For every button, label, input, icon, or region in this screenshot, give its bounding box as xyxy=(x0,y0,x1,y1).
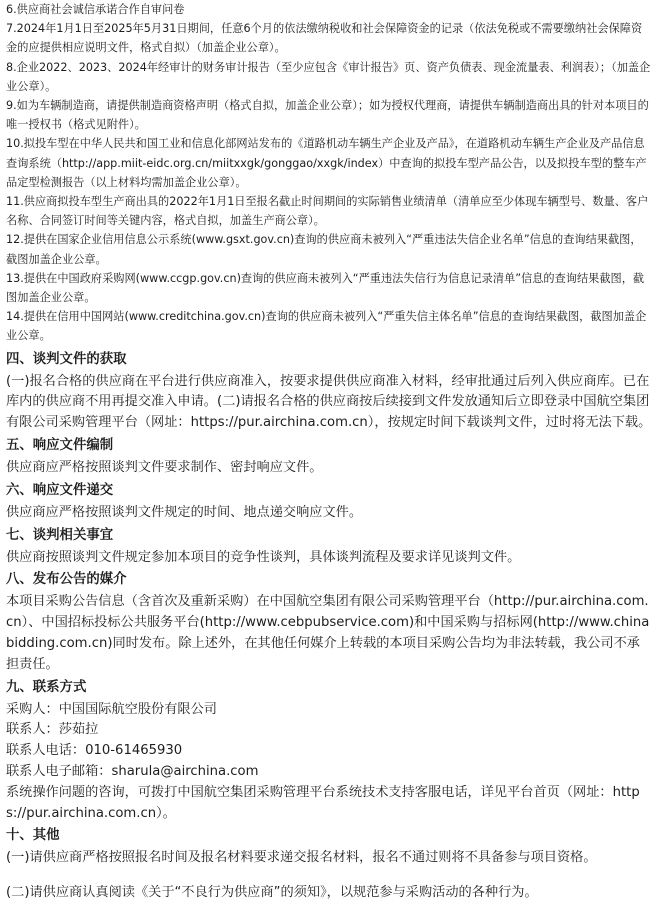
qualification-item: 8.企业2022、2023、2024年经审计的财务审计报告（至少应包含《审计报告》页、资产负债表、现金流量表、利润表）；（加盖企业公章）。 xyxy=(6,60,651,93)
section-7-body: 供应商按照谈判文件规定参加本项目的竞争性谈判，具体谈判流程及要求详见谈判文件。 xyxy=(6,549,521,565)
section-8-heading: 八、发布公告的媒介 xyxy=(6,572,127,588)
qualification-item: 6.供应商社会诚信承诺合作自审问卷 xyxy=(6,3,185,16)
section-10-heading: 十、其他 xyxy=(6,828,60,844)
section-5-body: 供应商应严格按照谈判文件要求制作、密封响应文件。 xyxy=(6,460,323,476)
section-6-heading: 六、响应文件递交 xyxy=(6,482,114,498)
section-6-body: 供应商应严格按照谈判文件规定的时间、地点递交响应文件。 xyxy=(6,504,363,520)
section-4-body: (一)报名合格的供应商在平台进行供应商准入，按要求提供供应商准入材料，经审批通过后列入供应商库。已在库内的供应商不用再提交准入申请。(二)请报名合格的供应商按后续接到文件发放通知后立即登录中国航空集团有限公司采购管理平台（网址：https://pur.airchina.com.cn），按规定时间下载谈判文件，过时将无法下载。 xyxy=(6,373,652,431)
tech-support-line: 系统操作问题的咨询，可拨打中国航空集团采购管理平台系统技术支持客服电话，详见平台首页（网址：https://pur.airchina.com.cn）。 xyxy=(6,784,640,821)
qualification-item: 13.提供在中国政府采购网(www.ccgp.gov.cn)查询的供应商未被列入“严重违法失信行为信息记录清单”信息的查询结果截图，截图加盖企业公章。 xyxy=(6,271,645,305)
contact-email-line: 联系人电子邮箱：sharula@airchina.com xyxy=(6,764,259,780)
qualification-item: 10.拟投车型在中华人民共和国工业和信息化部网站发布的《道路机动车辆生产企业及产品》，在道路机动车辆生产企业及产品信息查询系统（http://app.miit-eidc.org.cn/miitxxgk/gonggao/xxgk/index）中查询的拟投车型产品公告，以及拟投车型的整车产品定型检测报告（以上材料均需加盖企业公章）。 xyxy=(6,137,647,189)
qualification-item: 7.2024年1月1日至2025年5月31日期间，任意6个月的依法缴纳税收和社会保障资金的记录（依法免税或不需要缴纳社会保障资金的应提供相应说明文件，格式自拟）（加盖企业公章）。 xyxy=(6,22,643,55)
contact-phone-line: 联系人电话：010-61465930 xyxy=(6,743,183,759)
other-item-2: (二)请供应商认真阅读《关于“不良行为供应商”的须知》，以规范参与采购活动的各种行为。 xyxy=(6,885,538,901)
qualification-item: 9.如为车辆制造商，请提供制造商资格声明（格式自拟，加盖企业公章）；如为授权代理商，请提供车辆制造商出具的针对本项目的唯一授权书（格式见附件）。 xyxy=(6,99,649,132)
qualification-list xyxy=(6,0,652,346)
section-8-body: 本项目采购公告信息（含首次及重新采购）在中国航空集团有限公司采购管理平台（http://pur.airchina.com.cn）、中国招标投标公共服务平台(http://www.cebpubservice.com)和中国采购与招标网(http://www.chinabidding.com.cn)同时发布。除上述外，在其他任何媒介上转载的本项目采购公告均为非法转载，我公司不承担责任。 xyxy=(6,594,650,672)
section-4-heading: 四、谈判文件的获取 xyxy=(6,351,127,367)
contact-person-line: 联系人：莎茹拉 xyxy=(6,722,99,738)
purchaser-line: 采购人：中国国际航空股份有限公司 xyxy=(6,701,217,717)
section-9-heading: 九、联系方式 xyxy=(6,679,87,695)
qualification-item: 12.提供在国家企业信用信息公示系统(www.gsxt.gov.cn)查询的供应商未被列入“严重违法失信企业名单”信息的查询结果截图，截图加盖企业公章。 xyxy=(6,233,642,266)
section-5-heading: 五、响应文件编制 xyxy=(6,438,114,454)
qualification-item: 11.供应商拟投车型生产商出具的2022年1月1日至报名截止时间期间的实际销售业绩清单（清单应至少体现车辆型号、数量、客户名称、合同签订时间等关键内容，格式自拟，加盖生产商公章）。 xyxy=(6,195,649,228)
section-7-heading: 七、谈判相关事宜 xyxy=(6,527,114,543)
other-item-1: (一)请供应商严格按照报名时间及报名材料要求递交报名材料，报名不通过则将不具备参与项目资格。 xyxy=(6,850,597,866)
announcement-document xyxy=(6,0,652,904)
qualification-item: 14.提供在信用中国网站(www.creditchina.gov.cn)查询的供应商未被列入“严重失信主体名单”信息的查询结果截图，截图加盖企业公章。 xyxy=(6,310,647,343)
